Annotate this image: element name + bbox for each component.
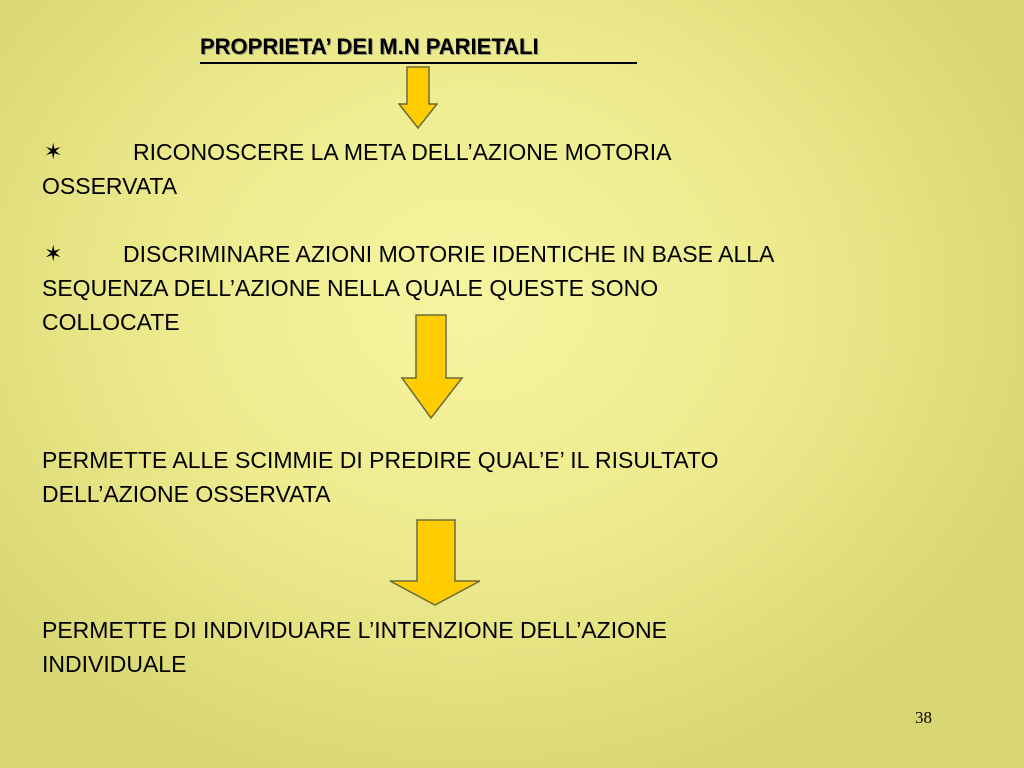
- result-1-line-2: DELL’AZIONE OSSERVATA: [42, 481, 331, 507]
- bullet-1-line-2: OSSERVATA: [42, 173, 178, 199]
- result-2-line-1: PERMETTE DI INDIVIDUARE L’INTENZIONE DELL’AZIONE: [42, 617, 667, 643]
- down-arrow-icon: [400, 314, 464, 420]
- bullet-2-line-3: COLLOCATE: [42, 309, 180, 335]
- result-1-line-1: PERMETTE ALLE SCIMMIE DI PREDIRE QUAL’E’ IL RISULTATO: [42, 447, 719, 473]
- bullet-2-line-1: DISCRIMINARE AZIONI MOTORIE IDENTICHE IN BASE ALLA: [123, 241, 775, 267]
- down-arrow-icon: [398, 66, 438, 130]
- result-2-line-2: INDIVIDUALE: [42, 651, 187, 677]
- title-underline: [200, 62, 637, 64]
- page-number: 38: [915, 708, 932, 727]
- slide-title: PROPRIETA’ DEI M.N PARIETALI: [200, 34, 539, 59]
- star-bullet-icon: ✶: [44, 241, 63, 266]
- bullet-2-line-2: SEQUENZA DELL’AZIONE NELLA QUALE QUESTE SONO: [42, 275, 659, 301]
- star-bullet-icon: ✶: [44, 139, 63, 164]
- down-arrow-icon: [388, 519, 482, 607]
- bullet-1-line-1: RICONOSCERE LA META DELL’AZIONE MOTORIA: [133, 139, 672, 165]
